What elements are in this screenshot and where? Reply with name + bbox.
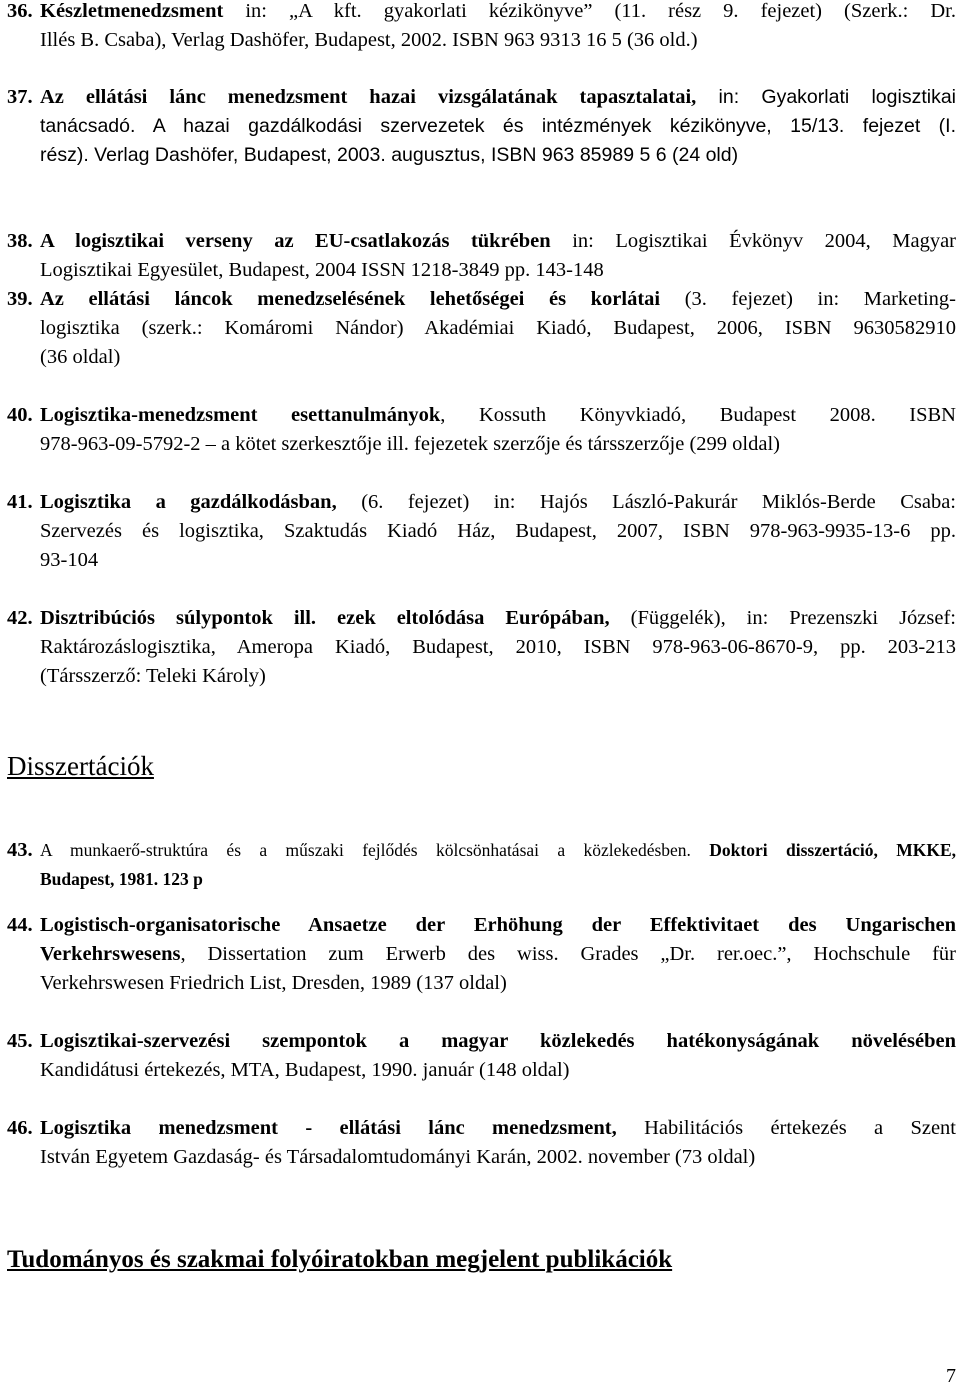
entry-text: in: Logisztikai Évkönyv 2004, Magyar bbox=[550, 230, 956, 252]
entry-line: Verkehrswesen Friedrich List, Dresden, 1989 (137 oldal) bbox=[40, 972, 507, 994]
entry-number: 42. bbox=[7, 607, 33, 629]
entry-line bbox=[40, 836, 956, 865]
entry-text: (6. fejezet) in: Hajós László-Pakurár Miklós-Berde Csaba: bbox=[336, 491, 956, 513]
section-heading: Tudományos és szakmai folyóiratokban megjelent publikációk bbox=[7, 1246, 673, 1273]
entry-line: (Társszerző: Teleki Károly) bbox=[40, 665, 266, 687]
entry-line: 978-963-09-5792-2 – a kötet szerkesztője ill. fejezetek szerzője és társszerzője (299 oldal) bbox=[40, 433, 780, 455]
page-number: 7 bbox=[946, 1365, 956, 1387]
entry-title: Disztribúciós súlypontok ill. bbox=[40, 607, 317, 629]
entry-title: Az ellátási lánc menedzsment hazai vizsgálatának tapasztalatai, bbox=[40, 86, 697, 108]
entry-number: 37. bbox=[7, 86, 33, 108]
bibliography-entry bbox=[40, 401, 956, 459]
entry-line bbox=[40, 1027, 956, 1056]
entry-line: István Egyetem Gazdaság- és Társadalomtudományi Karán, 2002. november (73 oldal) bbox=[40, 1146, 756, 1168]
entry-title: Logisztika a gazdálkodásban, bbox=[40, 491, 337, 513]
entry-text: Budapest, 1981. 123 p bbox=[40, 869, 203, 889]
entry-line bbox=[40, 401, 956, 430]
entry-line: Szervezés és logisztika, Szaktudás Kiadó Ház, Budapest, 2007, ISBN 978-963-9935-13-6 pp. bbox=[40, 520, 956, 542]
entry-title: Készletmenedzsment bbox=[40, 0, 224, 22]
entry-line bbox=[40, 227, 956, 256]
entry-text: , Kossuth Könyvkiadó, Budapest 2008. ISBN bbox=[440, 404, 956, 426]
entry-number: 41. bbox=[7, 491, 33, 513]
entry-line: rész). Verlag Dashöfer, Budapest, 2003. augusztus, ISBN 963 85989 5 6 (24 old) bbox=[40, 144, 739, 166]
entry-line: Logisztikai Egyesület, Budapest, 2004 ISSN 1218-3849 pp. 143-148 bbox=[40, 259, 604, 281]
entry-line bbox=[40, 911, 956, 940]
entry-number: 44. bbox=[7, 914, 33, 936]
bibliography-entry bbox=[40, 285, 956, 372]
entry-line bbox=[40, 1114, 956, 1143]
bibliography-entry bbox=[40, 836, 956, 894]
entry-line bbox=[40, 940, 956, 969]
entry-text: (3. fejezet) in: Marketing- bbox=[660, 288, 956, 310]
entry-title: ezek eltolódása Európában, bbox=[337, 607, 610, 629]
entry-line: tanácsadó. A hazai gazdálkodási szervezetek és intézmények kézikönyve, 15/13. fejezet (I. bbox=[40, 115, 956, 137]
entry-text bbox=[316, 607, 337, 629]
entry-line: logisztika (szerk.: Komáromi Nándor) Akadémiai Kiadó, Budapest, 2006, ISBN 9630582910 bbox=[40, 317, 956, 339]
entry-line: (36 oldal) bbox=[40, 346, 121, 368]
bibliography-entry bbox=[40, 83, 956, 170]
entry-text: (Függelék), in: Prezenszki József: bbox=[609, 607, 956, 629]
entry-number: 46. bbox=[7, 1117, 33, 1139]
entry-text: Habilitációs értekezés a Szent bbox=[616, 1117, 956, 1139]
entry-title: Az ellátási láncok menedzselésének lehetőségei és korlátai bbox=[40, 288, 661, 310]
entry-line: 93-104 bbox=[40, 549, 99, 571]
entry-title: Doktori disszertáció, MKKE, bbox=[690, 840, 957, 860]
entry-number: 36. bbox=[7, 0, 33, 22]
bibliography-entry bbox=[40, 911, 956, 998]
entry-line bbox=[40, 865, 956, 894]
entry-line bbox=[40, 0, 956, 26]
entry-number: 38. bbox=[7, 230, 33, 252]
entry-number: 40. bbox=[7, 404, 33, 426]
entry-line bbox=[40, 285, 956, 314]
entry-text: in: Gyakorlati logisztikai bbox=[696, 86, 956, 108]
bibliography-entry bbox=[40, 0, 956, 55]
entry-number: 43. bbox=[7, 839, 33, 861]
entry-line bbox=[40, 488, 956, 517]
bibliography-entry bbox=[40, 1114, 956, 1172]
entry-text: A munkaerő-struktúra és a műszaki fejlődés kölcsönhatásai a közlekedésben. bbox=[40, 840, 691, 860]
bibliography-entry bbox=[40, 1027, 956, 1085]
entry-line bbox=[40, 604, 956, 633]
entry-number: 39. bbox=[7, 288, 33, 310]
entry-title: A logisztikai verseny az EU-csatlakozás tükrében bbox=[40, 230, 551, 252]
bibliography-entry bbox=[40, 227, 956, 285]
entry-line: Illés B. Csaba), Verlag Dashöfer, Budapest, 2002. ISBN 963 9313 16 5 (36 old.) bbox=[40, 29, 698, 51]
entry-number: 45. bbox=[7, 1030, 33, 1052]
entry-title: Verkehrswesens bbox=[40, 943, 181, 965]
entry-title: Logisztika-menedzsment esettanulmányok bbox=[40, 404, 441, 426]
entry-line: Kandidátusi értekezés, MTA, Budapest, 1990. január (148 oldal) bbox=[40, 1059, 570, 1081]
entry-text: , Dissertation zum Erwerb des wiss. Grades „Dr. rer.oec.”, Hochschule für bbox=[180, 943, 956, 965]
entry-title: Logisztika menedzsment - ellátási lánc menedzsment, bbox=[40, 1117, 617, 1139]
entry-title: Logisztikai-szervezési szempontok a magyar közlekedés hatékonyságának növelésében bbox=[40, 1030, 956, 1052]
entry-text: in: „A kft. gyakorlati kézikönyve” (11. rész 9. fejezet) (Szerk.: Dr. bbox=[223, 0, 956, 22]
section-heading: Disszertációk bbox=[7, 751, 154, 781]
entry-line bbox=[40, 83, 956, 112]
bibliography-entry bbox=[40, 488, 956, 575]
bibliography-entry bbox=[40, 604, 956, 691]
entry-line: Raktározáslogisztika, Ameropa Kiadó, Budapest, 2010, ISBN 978-963-06-8670-9, pp. 203-213 bbox=[40, 636, 956, 658]
entry-title: Logistisch-organisatorische Ansaetze der Erhöhung der Effektivitaet des Ungarischen bbox=[40, 914, 956, 936]
